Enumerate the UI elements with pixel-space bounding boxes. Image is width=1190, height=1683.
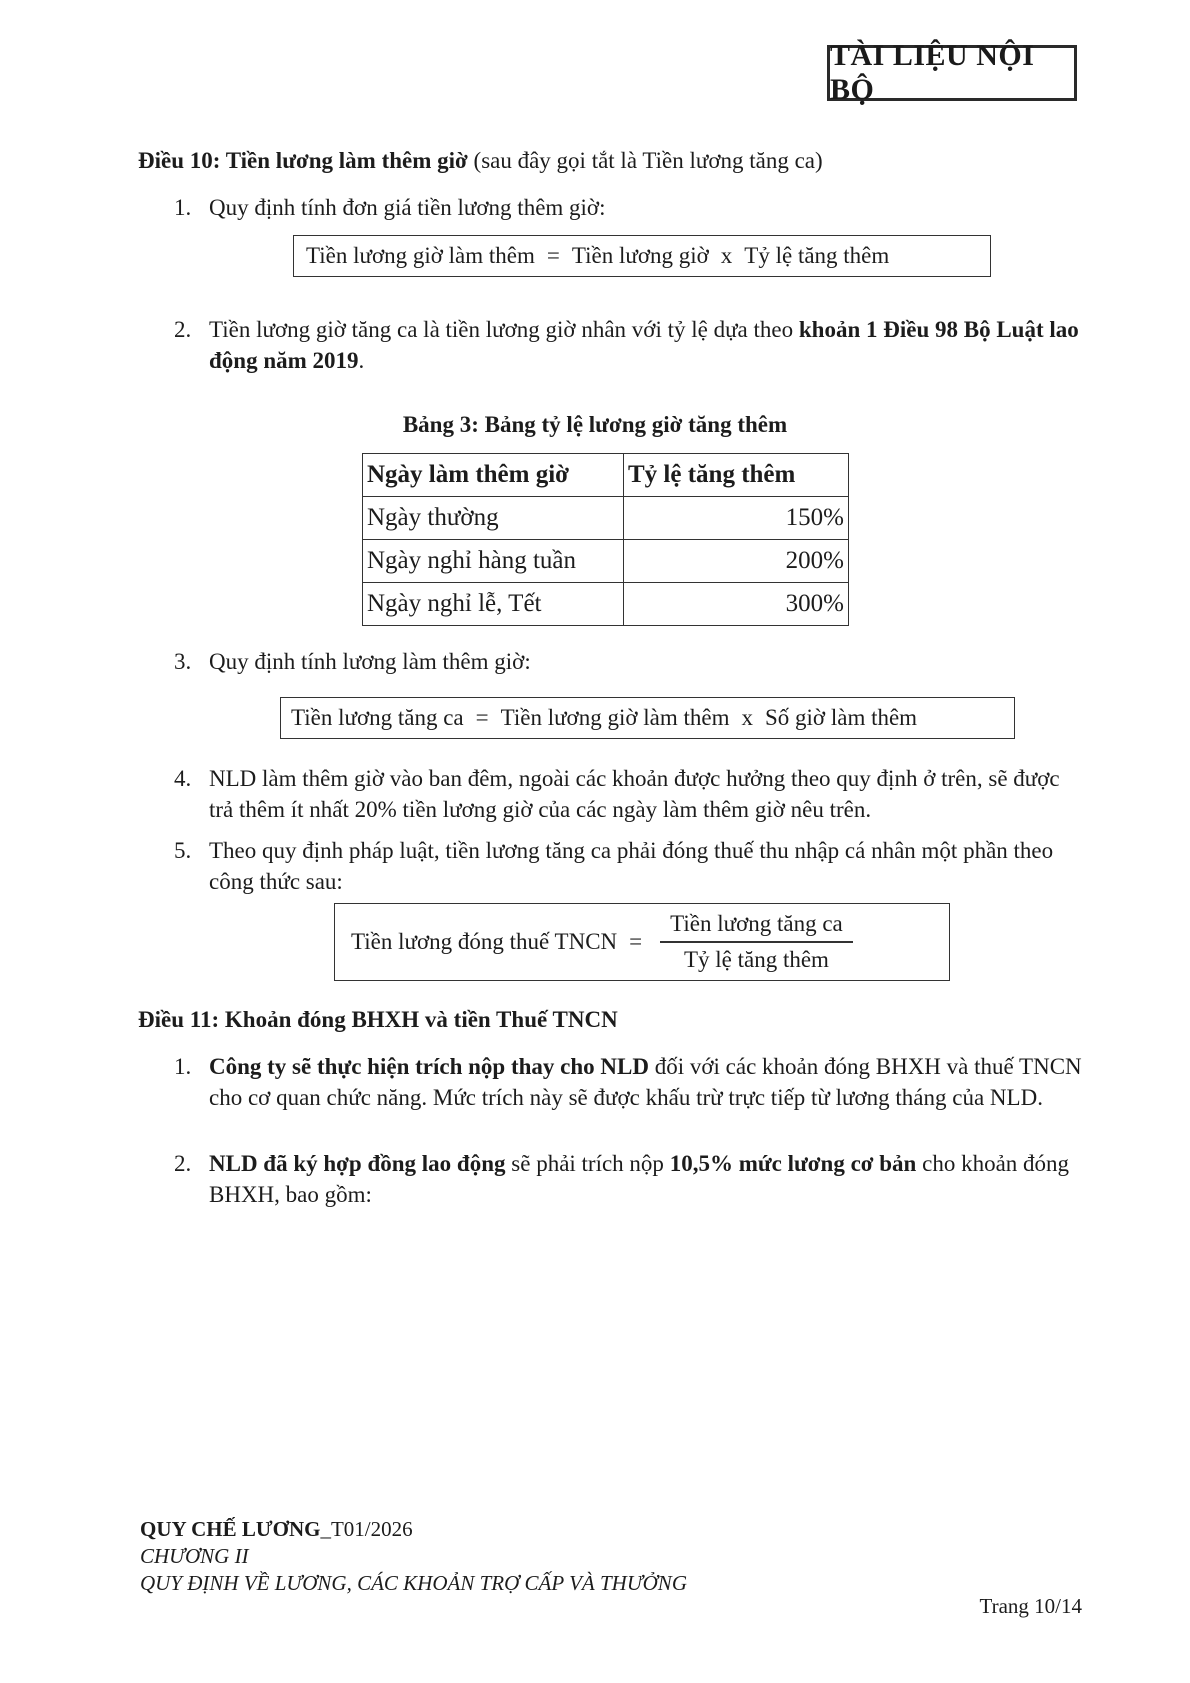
formula-equals: = (475, 705, 489, 730)
item-text-plain: đối với các khoản đóng BHXH và thuế TNCN cho cơ quan chức năng. Mức trích này sẽ được khấu trừ trực tiếp từ lương tháng của NLD. (209, 1054, 1082, 1110)
table-header-cell: Ngày làm thêm giờ (363, 454, 624, 497)
article-10-subtitle: (sau đây gọi tắt là Tiền lương tăng ca) (473, 148, 823, 173)
page-number: Trang 10/14 (979, 1594, 1082, 1618)
item-text: Quy định tính lương làm thêm giờ: (209, 649, 531, 674)
table-header-row (363, 454, 849, 497)
item-text-end: cho khoản đóng BHXH, bao gồm: (209, 1151, 1070, 1207)
article-11-heading: Điều 11: Khoản đóng BHXH và tiền Thuế TNCN (138, 1007, 618, 1032)
item-number: 1. (174, 195, 192, 220)
item-text: Quy định tính đơn giá tiền lương thêm giờ: (209, 195, 606, 220)
item-number: 3. (174, 649, 192, 674)
item-text-plain: Tiền lương giờ tăng ca là tiền lương giờ nhân với tỷ lệ dựa theo (209, 317, 799, 342)
footer (140, 1517, 687, 1596)
formula-term-b: Số giờ làm thêm (765, 705, 918, 730)
footer-chapter: CHƯƠNG II (140, 1544, 249, 1568)
fraction-denominator: Tỷ lệ tăng thêm (683, 947, 829, 972)
article-10-title: Điều 10: Tiền lương làm thêm giờ (138, 148, 468, 173)
item-text-bold: khoản 1 Điều 98 Bộ Luật lao động năm 2019 (209, 317, 1079, 373)
formula-term-a: Tiền lương giờ (571, 243, 709, 268)
formula-operator: x (720, 243, 733, 268)
article-11-item-1 (174, 1051, 1084, 1113)
table-row (363, 583, 849, 626)
formula-lhs: Tiền lương giờ làm thêm (306, 243, 535, 268)
item-text (209, 1148, 1084, 1210)
table-row (363, 540, 849, 583)
footer-doc-code: _T01/2026 (320, 1517, 413, 1541)
item-text-plain: sẽ phải trích nộp (505, 1151, 670, 1176)
footer-doc-name: QUY CHẾ LƯƠNG (140, 1517, 321, 1541)
item-number: 2. (174, 317, 192, 342)
formula-overtime-pay (280, 697, 1015, 739)
item-number: 1. (174, 1054, 192, 1079)
footer-chapter-title: QUY ĐỊNH VỀ LƯƠNG, CÁC KHOẢN TRỢ CẤP VÀ THƯỞNG (140, 1571, 687, 1595)
formula-equals: = (546, 243, 560, 268)
article-10-item-2 (174, 314, 1084, 376)
formula-lhs: Tiền lương tăng ca (291, 705, 464, 730)
table-cell-rate: 300% (624, 583, 849, 626)
formula-equals: = (629, 929, 643, 954)
footer-document-title (140, 1517, 687, 1542)
formula-fraction (654, 911, 859, 973)
article-10-item-3 (174, 646, 1084, 677)
overtime-rate-table (362, 453, 849, 626)
formula-term-b: Tỷ lệ tăng thêm (744, 243, 890, 268)
formula-lhs: Tiền lương đóng thuế TNCN (351, 929, 618, 954)
item-text-end: . (358, 348, 365, 373)
formula-overtime-hourly-rate (293, 235, 991, 277)
table-row (363, 497, 849, 540)
article-10-item-1 (174, 192, 1084, 223)
item-number: 4. (174, 766, 192, 791)
item-text (209, 1051, 1084, 1113)
article-10-heading (138, 148, 823, 174)
table-cell-day-type: Ngày thường (363, 497, 624, 540)
formula-operator: x (741, 705, 753, 730)
item-number: 5. (174, 838, 192, 863)
table-cell-rate: 150% (624, 497, 849, 540)
item-text: NLD làm thêm giờ vào ban đêm, ngoài các khoản được hưởng theo quy định ở trên, sẽ được trả thêm ít nhất 20% tiền lương giờ của các ngày làm thêm giờ nêu trên. (209, 766, 1060, 822)
item-text-bold-2: 10,5% mức lương cơ bản (669, 1151, 917, 1176)
item-text-bold: NLD đã ký hợp đồng lao động (209, 1151, 506, 1176)
table-cell-day-type: Ngày nghỉ hàng tuần (363, 540, 624, 583)
table-header-cell: Tỷ lệ tăng thêm (624, 454, 849, 497)
item-text-bold: Công ty sẽ thực hiện trích nộp thay cho NLD (209, 1054, 649, 1079)
article-10-item-5 (174, 835, 1084, 897)
internal-document-stamp: TÀI LIỆU NỘI BỘ (827, 45, 1077, 101)
article-11-item-2 (174, 1148, 1084, 1210)
formula-taxable-overtime-pay (334, 903, 950, 981)
table-cell-day-type: Ngày nghỉ lễ, Tết (363, 583, 624, 626)
formula-term-a: Tiền lương giờ làm thêm (500, 705, 730, 730)
item-number: 2. (174, 1151, 192, 1176)
fraction-numerator: Tiền lương tăng ca (660, 911, 853, 943)
table-3-caption: Bảng 3: Bảng tỷ lệ lương giờ tăng thêm (402, 412, 788, 437)
table-cell-rate: 200% (624, 540, 849, 583)
article-10-item-4 (174, 763, 1084, 825)
item-text: Theo quy định pháp luật, tiền lương tăng ca phải đóng thuế thu nhập cá nhân một phần theo công thức sau: (209, 838, 1054, 894)
item-text (209, 314, 1084, 376)
